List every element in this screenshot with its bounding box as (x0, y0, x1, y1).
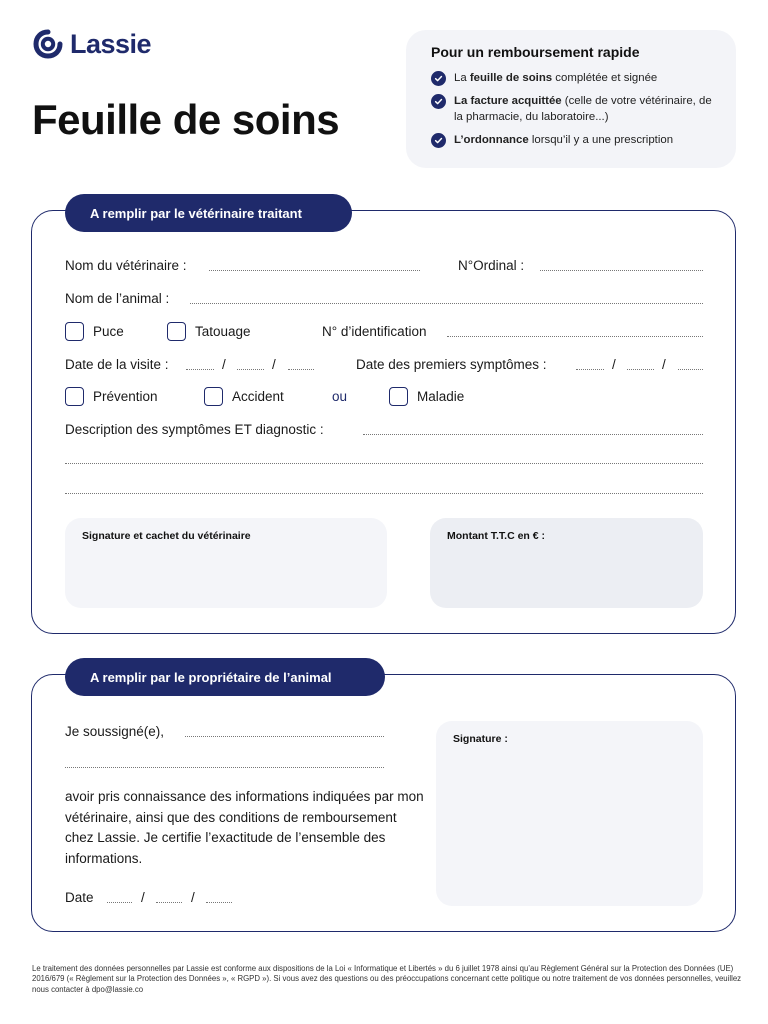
chip-label: Puce (93, 324, 124, 339)
vet-name-field[interactable] (209, 270, 420, 271)
accident-checkbox[interactable] (204, 387, 223, 406)
identification-field[interactable] (447, 336, 703, 337)
checklist-item (431, 132, 720, 149)
reimbursement-checklist (406, 30, 736, 168)
date-separator: / (662, 357, 666, 372)
illness-label: Maladie (417, 389, 465, 404)
identification-label: N° d’identification (322, 324, 427, 339)
owner-section-title: A remplir par le propriétaire de l’animal (65, 658, 385, 696)
checklist-item (431, 93, 720, 126)
vet-signature-box[interactable] (65, 518, 387, 608)
date-separator: / (612, 357, 616, 372)
undersigned-label: Je soussigné(e), (65, 724, 165, 739)
owner-signature-label: Signature : (453, 733, 508, 745)
amount-box[interactable] (430, 518, 703, 608)
owner-name-field-line-1[interactable] (185, 736, 384, 737)
or-label: ou (332, 389, 348, 404)
lassie-logo-icon (32, 28, 64, 60)
date-separator: / (191, 890, 195, 905)
checkmark-icon (431, 94, 446, 109)
gdpr-footer: Le traitement des données personnelles par Lassie est conforme aux dispositions de la Loi « Informatique et Libertés » du 6 juillet 1978 ainsi qu’au Règlement Général sur la Protection des Données (UE) 2016/679 (« Règlement sur la Protection des Données », « RGPD »). Si vous avez des questions ou des préoccupations concernant cette politique ou notre traitement de vos données personnelles, veuillez nous contacter à dpo@lassie.co (32, 964, 742, 994)
checkmark-icon (431, 133, 446, 148)
owner-signature-box[interactable] (436, 721, 703, 906)
description-field-line-1[interactable] (363, 434, 703, 435)
ordinal-label: N°Ordinal : (458, 258, 525, 273)
visit-date-day-field[interactable] (186, 369, 214, 370)
vet-section-title: A remplir par le vétérinaire traitant (65, 194, 352, 232)
lassie-logo (32, 28, 151, 60)
illness-checkbox[interactable] (389, 387, 408, 406)
checklist-title: Pour un remboursement rapide (431, 44, 640, 60)
first-symptoms-date-label: Date des premiers symptômes : (356, 357, 547, 372)
owner-date-year-field[interactable] (206, 902, 232, 903)
checklist-item-text: L’ordonnance lorsqu’il y a une prescription (454, 133, 674, 146)
prevention-label: Prévention (93, 389, 158, 404)
description-field-line-3[interactable] (65, 493, 703, 494)
visit-date-year-field[interactable] (288, 369, 314, 370)
owner-date-month-field[interactable] (156, 902, 182, 903)
symptoms-date-month-field[interactable] (627, 369, 654, 370)
amount-label: Montant T.T.C en € : (447, 530, 545, 542)
animal-name-label: Nom de l’animal : (65, 291, 170, 306)
symptoms-date-year-field[interactable] (678, 369, 703, 370)
checklist-item-text: La feuille de soins complétée et signée (454, 72, 658, 84)
animal-name-field[interactable] (190, 303, 703, 304)
date-separator: / (272, 357, 276, 372)
symptoms-date-day-field[interactable] (576, 369, 604, 370)
ordinal-field[interactable] (540, 270, 703, 271)
checklist-item (431, 70, 720, 87)
tattoo-label: Tatouage (195, 324, 251, 339)
owner-date-day-field[interactable] (107, 902, 132, 903)
owner-date-label: Date (65, 890, 94, 905)
date-separator: / (141, 890, 145, 905)
visit-date-label: Date de la visite : (65, 357, 169, 372)
accident-label: Accident (232, 389, 284, 404)
tattoo-checkbox[interactable] (167, 322, 186, 341)
prevention-checkbox[interactable] (65, 387, 84, 406)
brand-name: Lassie (70, 28, 152, 59)
date-separator: / (222, 357, 226, 372)
vet-signature-label: Signature et cachet du vétérinaire (82, 530, 251, 542)
visit-date-month-field[interactable] (237, 369, 264, 370)
checkmark-icon (431, 71, 446, 86)
checklist-item-text: La facture acquittée (celle de votre vétérinaire, de la pharmacie, du laboratoire...) (454, 94, 712, 123)
vet-name-label: Nom du vétérinaire : (65, 258, 187, 273)
owner-statement: avoir pris connaissance des informations indiquées par mon vétérinaire, ainsi que des conditions de remboursement chez Lassie. Je certifie l’exactitude de l’ensemble des informations. (65, 789, 424, 867)
page-title: Feuille de soins (32, 96, 340, 143)
owner-name-field-line-2[interactable] (65, 767, 384, 768)
description-label: Description des symptômes ET diagnostic : (65, 422, 324, 437)
chip-checkbox[interactable] (65, 322, 84, 341)
description-field-line-2[interactable] (65, 463, 703, 464)
